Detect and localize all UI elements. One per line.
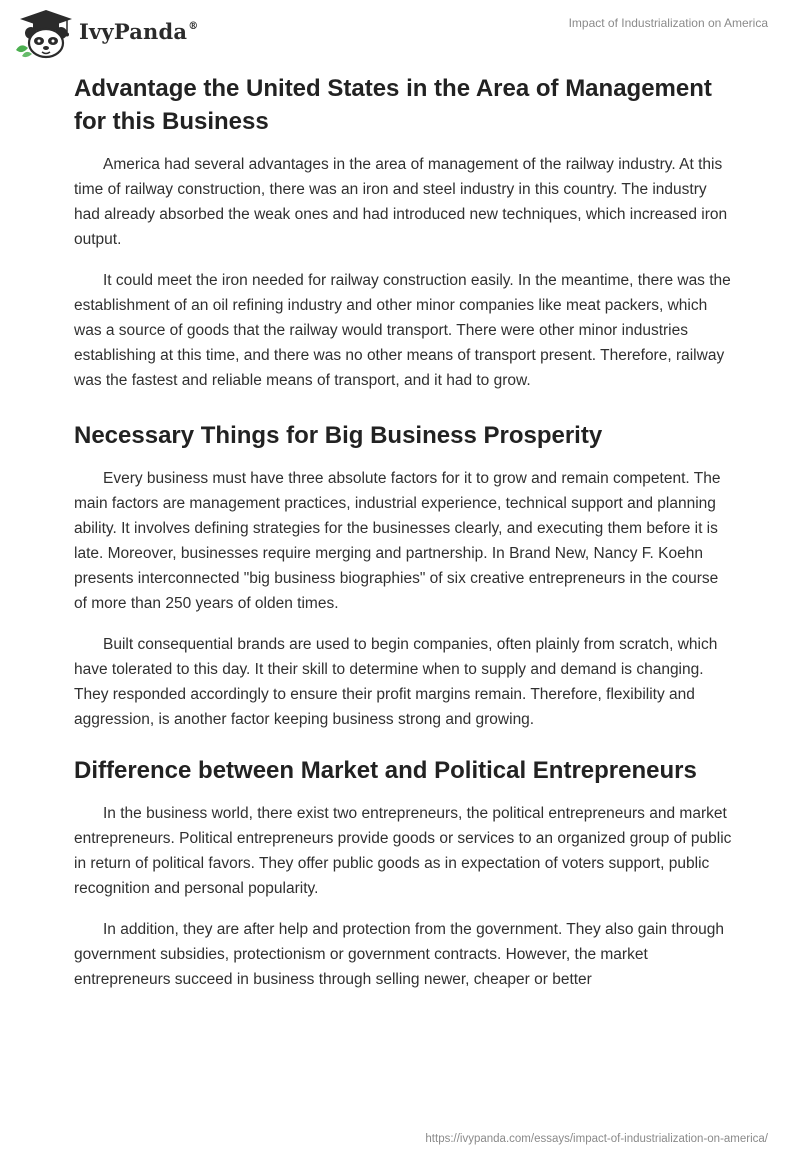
ivypanda-logo-icon[interactable] <box>14 9 78 59</box>
registered-mark: ® <box>188 21 199 32</box>
paragraph: It could meet the iron needed for railway construction easily. In the meantime, there was the establishment of an oil refining industry and other minor companies like meat packers, which was a source of goods that the railway would transport. There were other minor industries establishing at this time, and there was no other means of transport present. Therefore, railway was the fastest and reliable means of transport, and it had to grow. <box>74 272 731 389</box>
paragraph: In the business world, there exist two entrepreneurs, the political entrepreneurs and market entrepreneurs. Political entrepreneurs provide goods or services to an organized group of public in return of political favors. They offer public goods as in expectation of voters support, public recognition and personal popularity. <box>74 805 732 897</box>
paragraph: Every business must have three absolute factors for it to grow and remain competent. The main factors are management practices, industrial experience, technical support and planning ability. It involves defining strategies for the businesses clearly, and executing them before it is late. Moreover, businesses require merging and partnership. In Brand New, Nancy F. Koehn presents interconnected "big business biographies" of six creative entrepreneurs in the course of more than 250 years of olden times. <box>74 470 721 612</box>
section-heading-entrepreneurs: Difference between Market and Political Entrepreneurs <box>74 757 697 784</box>
essay-body <box>74 72 734 1008</box>
paragraph: Built consequential brands are used to begin companies, often plainly from scratch, which have tolerated to this day. It their skill to determine when to supply and demand is changing. They responded accordingly to ensure their profit margins remain. Therefore, flexibility and aggression, is another factor keeping business strong and growing. <box>74 636 718 728</box>
brand-name[interactable] <box>79 19 198 44</box>
source-url[interactable]: https://ivypanda.com/essays/impact-of-industrialization-on-america/ <box>425 1133 768 1145</box>
section-heading-prosperity: Necessary Things for Big Business Prosperity <box>74 422 603 449</box>
paragraph: America had several advantages in the area of management of the railway industry. At this time of railway construction, there was an iron and steel industry in this country. The industry had already absorbed the weak ones and had introduced new techniques, which increased iron output. <box>74 156 728 248</box>
section-heading-management: Advantage the United States in the Area of Management for this Business <box>74 75 712 135</box>
brand-text: IvyPanda <box>79 19 188 44</box>
page-header <box>0 0 800 70</box>
document-title: Impact of Industrialization on America <box>568 16 768 30</box>
paragraph: In addition, they are after help and protection from the government. They also gain through government subsidies, protectionism or government contracts. However, the market entrepreneurs succeed in business through selling newer, cheaper or better <box>74 921 724 988</box>
